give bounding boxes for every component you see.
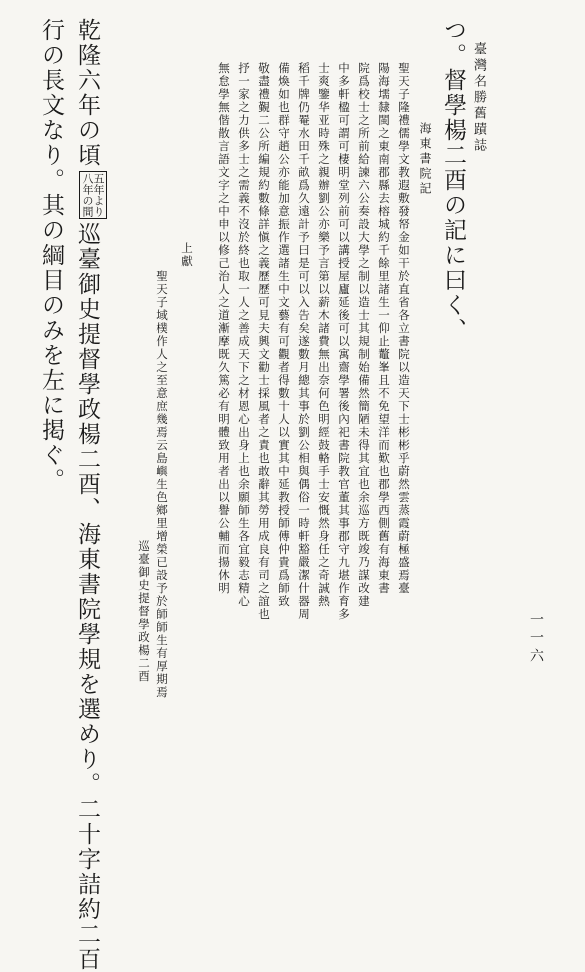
- running-header: 臺灣名勝舊蹟誌: [471, 42, 486, 154]
- quote-line: 抒一家之力供多士之需義不沒於終也取一人之善成天下之材恩心出身上也余願師生各宜毅志精心: [237, 62, 251, 608]
- note-line: 八年の間: [81, 173, 94, 217]
- quote-line: 稻千牌仍罨水田千畝爲久遠計予曰是可以入告矣遂數月總其事於劉公相與偶俗一時軒豁嚴潔什器周: [297, 62, 311, 621]
- quote-line: 上獻: [180, 242, 194, 268]
- quote-signature: 巡臺御史提督學政楊二酉: [137, 540, 151, 683]
- quote-line: 聖天子隆禮儒學文教遐敷發帑金如干於直省各立書院以造天下士彬彬乎蔚然雲蒸霞蔚極盛焉臺: [397, 62, 411, 595]
- quote-line: 無怠學無偕散言語文字之中申以修己治人之道漸摩既久篤必有明體致用者出以譽公輔而揚休明: [217, 62, 231, 595]
- quote-line: 備煥如也群守趙公亦能加意振作選諸生中文藝有可觀者得數十人以實其中延教授師傅仲貴爲師致: [277, 62, 291, 608]
- page-number: 一一六: [528, 612, 544, 666]
- body-text: 乾隆六年の頃: [74, 18, 100, 168]
- intro-line: つ。督學楊二酉の記に曰く、: [440, 18, 466, 343]
- quote-title: 海東書院記: [418, 122, 432, 197]
- quote-line: 中多軒楹可謂可棲明堂列前可以講授屋廬延後可以寓齋學署後內祀書院教官董其事郡守九堪作育多: [337, 62, 351, 621]
- body-text: 巡臺御史提督學政楊二酉、海東書院學規を選めり。二十字詰約二百: [74, 222, 100, 972]
- inline-note: [79, 171, 107, 219]
- quote-line: 士爽鑒华亚時殊之親辦劉公亦樂予言第以薪木諸費無出奈何色明經鼓輅手士安慨然身任之奇誠熱: [317, 62, 331, 608]
- quote-line: 院爲校士之所前給諫六公奏設大學之制以造士其規制始備然簡陋未得其宜也余巡方既竣乃謀改建: [357, 62, 371, 608]
- quote-line: 陽海壖隸閩之東南郡縣去榕城約千餘里諸生一仰止鼇峯且不免望洋而歎也郡學西側舊有海東書: [377, 62, 391, 595]
- note-line: 五年より: [92, 173, 105, 217]
- quote-line: 聖天子域樸作人之至意庶幾焉云島嶼生色鄉里增榮已設予於師師生有厚期焉: [155, 270, 169, 699]
- quote-line: 敬盡禮覲二公所編規約數條詳愼之義歷歷可見夫興文勸士採風者之責也敢辭其勞用成良有司之誼也: [257, 62, 271, 621]
- body-line-2: 行の長文なり。其の綱目のみを左に掲ぐ。: [38, 18, 64, 493]
- body-line-1: [75, 18, 107, 972]
